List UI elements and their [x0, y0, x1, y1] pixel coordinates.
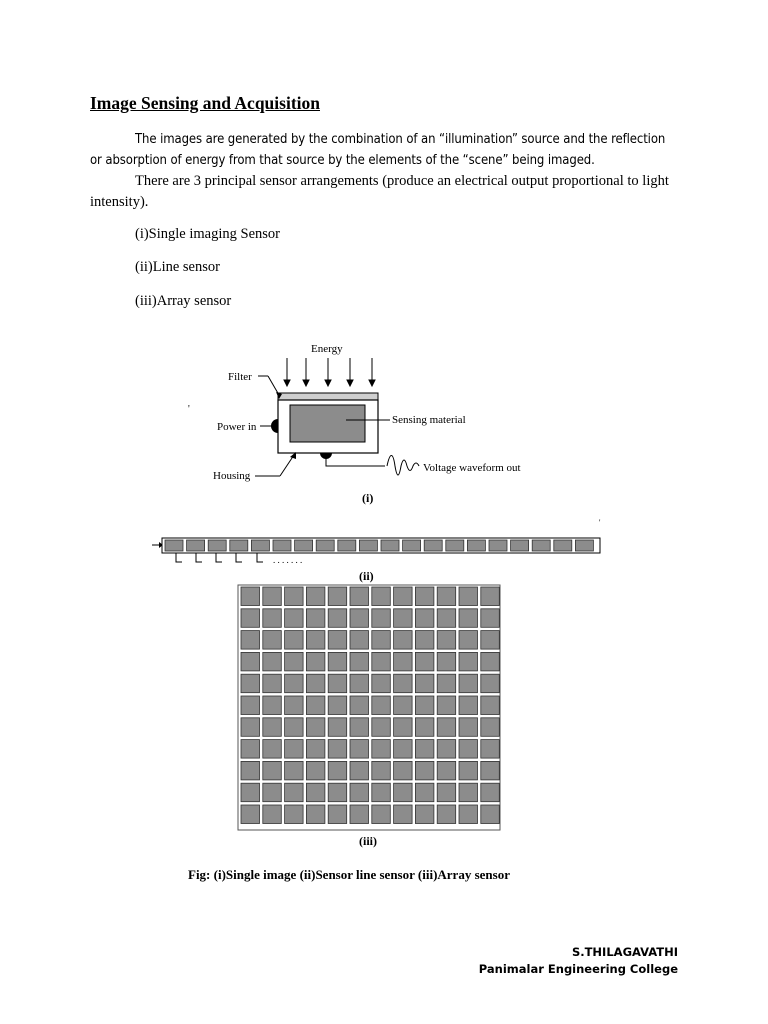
line-sensor-ellipsis: . . . . . . .: [273, 555, 303, 565]
array-sensor-cell: [459, 674, 478, 693]
array-sensor-cell: [437, 631, 456, 650]
paragraph-sensor-arrangements: [90, 171, 680, 213]
array-sensor-cell: [328, 740, 347, 759]
array-sensor-cell: [350, 631, 369, 650]
array-sensor-cell: [372, 652, 391, 671]
array-sensor-cell: [415, 783, 434, 802]
voltage-label: Voltage waveform out: [423, 462, 521, 474]
array-sensor-cell: [285, 674, 304, 693]
array-sensor-cell: [459, 805, 478, 824]
paragraph-illumination-text: The images are generated by the combination of an “illumination” source and the reflection or absorption of energy from that source by the elements of the “scene” being imaged.: [90, 132, 666, 168]
array-sensor-cell: [415, 587, 434, 606]
array-sensor-cell: [481, 805, 500, 824]
array-sensor-cell: [306, 740, 325, 759]
array-sensor-cell: [306, 718, 325, 737]
array-sensor-cell: [263, 674, 282, 693]
array-sensor-cell: [263, 718, 282, 737]
array-sensor-cell: [241, 674, 260, 693]
array-sensor-cell: [437, 783, 456, 802]
array-sensor-cell: [350, 761, 369, 780]
line-sensor-cell: [165, 540, 183, 551]
array-sensor-cell: [263, 805, 282, 824]
array-sensor-cell: [306, 609, 325, 628]
array-sensor-cell: [306, 783, 325, 802]
caption-single-sensor: (i): [362, 491, 374, 505]
list-item-line-sensor: (ii)Line sensor: [135, 259, 220, 275]
line-sensor-cell: [446, 540, 464, 551]
array-sensor-cell: [350, 805, 369, 824]
line-sensor-cell: [554, 540, 572, 551]
line-sensor-cell: [316, 540, 334, 551]
array-sensor-cell: [285, 631, 304, 650]
energy-label: Energy: [311, 343, 343, 355]
array-sensor-cell: [328, 718, 347, 737]
array-sensor-cell: [481, 652, 500, 671]
array-sensor-cell: [241, 652, 260, 671]
line-sensor-cell: [208, 540, 226, 551]
array-sensor-cell: [372, 783, 391, 802]
page-heading: Image Sensing and Acquisition: [90, 93, 320, 113]
array-sensor-cell: [394, 609, 413, 628]
line-sensor-cell: [230, 540, 248, 551]
array-sensor-cell: [328, 587, 347, 606]
array-sensor-cell: [372, 631, 391, 650]
list-item-array-sensor: (iii)Array sensor: [135, 293, 232, 309]
array-sensor-cell: [241, 740, 260, 759]
array-sensor-cell: [328, 696, 347, 715]
array-sensor-cell: [437, 652, 456, 671]
array-sensor-cell: [241, 805, 260, 824]
array-sensor-cell: [415, 805, 434, 824]
array-sensor-cell: [350, 609, 369, 628]
array-sensor-cell: [437, 674, 456, 693]
array-sensor-cell: [459, 587, 478, 606]
line-sensor-leads: [176, 553, 263, 562]
array-sensor-cell: [394, 652, 413, 671]
array-sensor-cell: [263, 652, 282, 671]
stray-mark-right: ': [599, 518, 601, 527]
array-sensor-cell: [437, 587, 456, 606]
array-sensor-cell: [328, 652, 347, 671]
array-sensor-cell: [372, 696, 391, 715]
array-sensor-cell: [481, 587, 500, 606]
array-sensor-cell: [415, 609, 434, 628]
array-sensor-cell: [459, 718, 478, 737]
array-sensor-cell: [394, 631, 413, 650]
array-sensor-cell: [481, 740, 500, 759]
array-sensor-cell: [263, 631, 282, 650]
array-sensor-cell: [285, 783, 304, 802]
array-sensor-cell: [372, 587, 391, 606]
housing-label: Housing: [213, 470, 251, 482]
line-sensor-cell: [424, 540, 442, 551]
array-sensor-cell: [372, 761, 391, 780]
single-sensor-diagram: [0, 330, 768, 850]
caption-line-sensor: (ii): [359, 569, 374, 583]
array-sensor-cell: [328, 805, 347, 824]
array-sensor-cell: [350, 718, 369, 737]
array-sensor-cell: [285, 718, 304, 737]
array-sensor-cell: [415, 740, 434, 759]
array-sensor-cell: [263, 761, 282, 780]
array-sensor-cell: [350, 696, 369, 715]
array-sensor-cell: [328, 609, 347, 628]
array-sensor-cell: [372, 740, 391, 759]
array-sensor-cell: [437, 805, 456, 824]
array-sensor-cell: [285, 587, 304, 606]
array-sensor-cell: [437, 740, 456, 759]
array-sensor-diagram: [238, 585, 500, 848]
array-sensor-cell: [285, 652, 304, 671]
array-sensor-cell: [285, 740, 304, 759]
array-sensor-cell: [306, 631, 325, 650]
array-sensor-cell: [241, 696, 260, 715]
array-sensor-cell: [481, 674, 500, 693]
array-sensor-cell: [241, 609, 260, 628]
array-sensor-cell: [459, 696, 478, 715]
stray-mark: ': [188, 404, 190, 415]
array-sensor-cell: [285, 805, 304, 824]
array-sensor-cell: [306, 674, 325, 693]
array-sensor-cell: [437, 718, 456, 737]
line-sensor-cell: [403, 540, 421, 551]
array-sensor-cell: [459, 783, 478, 802]
list-item-single-sensor: (i)Single imaging Sensor: [135, 226, 280, 242]
array-sensor-cell: [350, 652, 369, 671]
array-sensor-cell: [481, 718, 500, 737]
array-sensor-cell: [350, 674, 369, 693]
array-sensor-cell: [415, 696, 434, 715]
array-sensor-cell: [241, 718, 260, 737]
array-sensor-cell: [285, 609, 304, 628]
array-sensor-cell: [241, 631, 260, 650]
array-sensor-cell: [459, 761, 478, 780]
array-sensor-cell: [394, 805, 413, 824]
array-sensor-cell: [415, 718, 434, 737]
array-sensor-cell: [481, 761, 500, 780]
line-sensor-cell: [511, 540, 529, 551]
line-sensor-cell: [381, 540, 399, 551]
line-sensor-cell: [489, 540, 507, 551]
array-sensor-cell: [372, 609, 391, 628]
array-sensor-cell: [328, 674, 347, 693]
array-sensor-cell: [372, 718, 391, 737]
line-sensor-diagram: [152, 518, 601, 583]
footer-institution: Panimalar Engineering College: [478, 962, 678, 976]
filter-plate: [278, 393, 378, 400]
array-sensor-cell: [328, 761, 347, 780]
power-in-label: Power in: [217, 421, 257, 433]
array-sensor-cell: [263, 740, 282, 759]
array-sensor-cell: [481, 609, 500, 628]
array-sensor-cell: [415, 761, 434, 780]
array-sensor-cell: [437, 696, 456, 715]
caption-array-sensor: (iii): [359, 834, 377, 848]
sensing-material: [290, 405, 365, 442]
array-sensor-cell: [306, 805, 325, 824]
array-sensor-cell: [459, 652, 478, 671]
array-sensor-cell: [241, 587, 260, 606]
array-sensor-cell: [394, 696, 413, 715]
array-sensor-cell: [459, 631, 478, 650]
array-sensor-cell: [306, 761, 325, 780]
sensing-material-label: Sensing material: [392, 414, 466, 426]
array-sensor-cell: [350, 783, 369, 802]
array-sensor-cell: [285, 696, 304, 715]
array-sensor-cell: [415, 631, 434, 650]
line-sensor-cell: [575, 540, 593, 551]
line-sensor-cell: [295, 540, 313, 551]
line-sensor-cell: [273, 540, 291, 551]
array-sensor-cell: [415, 674, 434, 693]
array-sensor-cell: [481, 696, 500, 715]
array-sensor-cell: [350, 587, 369, 606]
array-sensor-cell: [285, 761, 304, 780]
line-sensor-cell: [532, 540, 550, 551]
array-sensor-cell: [394, 718, 413, 737]
array-sensor-cell: [437, 761, 456, 780]
array-sensor-cell: [328, 783, 347, 802]
energy-arrows: [284, 358, 375, 386]
array-sensor-cell: [241, 761, 260, 780]
footer-author: S.THILAGAVATHI: [571, 945, 678, 959]
figure-caption-area: [0, 860, 768, 900]
line-sensor-cell: [359, 540, 377, 551]
array-sensor-cell: [241, 783, 260, 802]
line-sensor-cell: [467, 540, 485, 551]
array-sensor-cell: [263, 609, 282, 628]
array-sensor-cell: [306, 587, 325, 606]
array-sensor-cell: [263, 587, 282, 606]
array-sensor-cell: [394, 587, 413, 606]
filter-label: Filter: [228, 371, 252, 383]
array-sensor-cell: [350, 740, 369, 759]
array-sensor-cell: [481, 783, 500, 802]
array-sensor-cell: [394, 783, 413, 802]
figure-caption: Fig: (i)Single image (ii)Sensor line sensor (iii)Array sensor: [188, 867, 510, 882]
array-sensor-cell: [394, 761, 413, 780]
array-sensor-cell: [481, 631, 500, 650]
line-sensor-cell: [187, 540, 205, 551]
array-sensor-cell: [459, 740, 478, 759]
array-sensor-cell: [372, 674, 391, 693]
array-sensor-cell: [415, 652, 434, 671]
paragraph-illumination: [90, 129, 680, 171]
array-sensor-cell: [394, 740, 413, 759]
line-sensor-cell: [251, 540, 269, 551]
array-sensor-cell: [263, 696, 282, 715]
array-sensor-cell: [263, 783, 282, 802]
array-sensor-cell: [306, 652, 325, 671]
array-sensor-cell: [437, 609, 456, 628]
array-sensor-cell: [306, 696, 325, 715]
line-sensor-cell: [338, 540, 356, 551]
array-sensor-cell: [372, 805, 391, 824]
array-sensor-cell: [328, 631, 347, 650]
array-sensor-cell: [394, 674, 413, 693]
array-sensor-cell: [459, 609, 478, 628]
paragraph-sensor-text: There are 3 principal sensor arrangements (produce an electrical output proportional to light intensity).: [90, 173, 669, 210]
